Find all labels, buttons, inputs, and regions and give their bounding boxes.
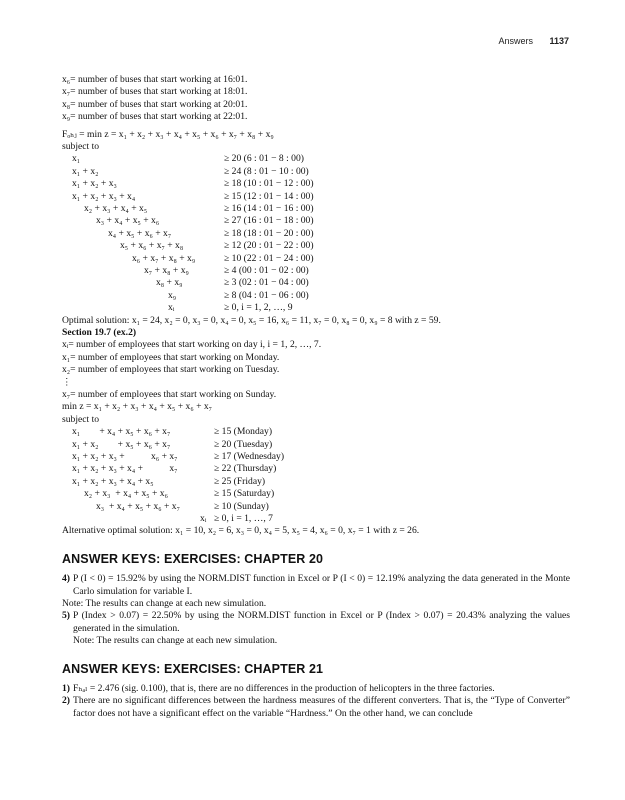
definition-line: xᵢ= number of employees that start working on day i, i = 1, 2, …, 7. <box>62 339 322 351</box>
chapter-21-heading: ANSWER KEYS: EXERCISES: CHAPTER 21 <box>62 661 324 676</box>
constraint-lhs: xᵢ <box>200 512 207 524</box>
constraint-lhs: x₁ + x₂ + x₃ <box>72 178 117 190</box>
constraint-rhs: ≥ 18 (10 : 01 − 12 : 00) <box>224 178 314 190</box>
constraint-row <box>62 426 570 438</box>
constraint-rhs: ≥ 8 (04 : 01 − 06 : 00) <box>224 289 309 301</box>
constraint-lhs: x₅ + x₆ + x₇ + x₈ <box>120 240 184 252</box>
constraint-rhs: ≥ 10 (Sunday) <box>214 500 269 512</box>
constraint-lhs: x₇ + x₈ + x₉ <box>144 264 189 276</box>
bus-variable-definitions <box>62 74 570 124</box>
constraint-block-2 <box>62 426 570 525</box>
constraint-row <box>62 513 570 525</box>
note-line: Note: The results can change at each new simulation. <box>62 597 267 609</box>
header-section: Answers <box>498 36 533 46</box>
constraint-row <box>62 488 570 500</box>
constraint-rhs: ≥ 24 (8 : 01 − 10 : 00) <box>224 165 309 177</box>
section-title <box>62 327 570 339</box>
constraint-lhs: x₃ + x₄ + x₅ + x₆ + x₇ <box>96 500 180 512</box>
constraint-row <box>62 166 570 178</box>
constraint-lhs: x₁ + x₄ + x₅ + x₆ + x₇ <box>72 426 171 438</box>
constraint-lhs: x₈ + x₉ <box>156 277 183 289</box>
constraint-row <box>62 290 570 302</box>
constraint-rhs: ≥ 16 (14 : 01 − 16 : 00) <box>224 203 314 214</box>
constraint-row <box>62 178 570 190</box>
constraint-lhs: x₂ + x₃ + x₄ + x₅ <box>84 203 148 214</box>
constraint-lhs: xᵢ <box>168 302 175 314</box>
answer-item <box>62 683 570 695</box>
constraint-rhs: ≥ 3 (02 : 01 − 04 : 00) <box>224 277 309 289</box>
answer-number: 2) <box>62 695 70 707</box>
definition-line: x₉= number of buses that start working at 22:01. <box>62 111 248 123</box>
answer-number: 4) <box>62 573 70 585</box>
definition-line: x₆= number of buses that start working at 16:01. <box>62 74 248 85</box>
running-header <box>498 36 569 46</box>
constraint-rhs: ≥ 0, i = 1, 2, …, 9 <box>224 302 293 314</box>
section-title-text: Section 19.7 (ex.2) <box>62 326 137 338</box>
answer-text: Fₕₐₗ = 2.476 (sig. 0.100), that is, there are no differences in the production of helicopters in the three factories. <box>73 682 495 694</box>
constraint-lhs: x₄ + x₅ + x₆ + x₇ <box>108 227 172 239</box>
constraint-lhs: x₆ + x₇ + x₈ + x₉ <box>132 252 196 264</box>
constraint-row <box>62 302 570 314</box>
answer-text: P (I < 0) = 15.92% by using the NORM.DIST function in Excel or P (I < 0) = 12.19% analyzing the data generated in the Monte Carlo simulation for variable I. <box>73 573 570 597</box>
constraint-lhs: x₁ <box>72 153 81 165</box>
note-line: Note: The results can change at each new simulation. <box>73 635 278 647</box>
constraint-rhs: ≥ 12 (20 : 01 − 22 : 00) <box>224 240 314 252</box>
constraint-rhs: ≥ 4 (00 : 01 − 02 : 00) <box>224 264 309 276</box>
constraint-lhs: x₂ + x₃ + x₄ + x₅ + x₆ <box>84 488 168 500</box>
constraint-row <box>62 451 570 463</box>
constraint-rhs: ≥ 27 (16 : 01 − 18 : 00) <box>224 215 314 227</box>
constraint-lhs: x₁ + x₂ + x₃ + x₄ + x₇ <box>72 463 178 475</box>
constraint-row <box>62 253 570 265</box>
employee-variable-definitions <box>62 339 570 401</box>
constraint-rhs: ≥ 10 (22 : 01 − 24 : 00) <box>224 252 314 264</box>
constraint-row <box>62 439 570 451</box>
constraint-block-1 <box>62 153 570 314</box>
constraint-rhs: ≥ 0, i = 1, …, 7 <box>214 512 273 524</box>
constraint-row <box>62 153 570 165</box>
optimal-solution-1: Optimal solution: x₁ = 24, x₂ = 0, x₃ = 0, x₄ = 0, x₅ = 16, x₆ = 11, x₇ = 0, x₈ = 0, x₉ = 8 with z = 59. <box>62 314 441 326</box>
constraint-rhs: ≥ 20 (Tuesday) <box>214 438 273 450</box>
optimal-solution-2: Alternative optimal solution: x₁ = 10, x₂ = 6, x₃ = 0, x₄ = 5, x₅ = 4, x₆ = 0, x₇ = 1 with z = 26. <box>62 525 420 537</box>
constraint-lhs: x₁ + x₂ + x₅ + x₆ + x₇ <box>72 438 171 450</box>
objective-function-1: Fₒₕⱼ = min z = x₁ + x₂ + x₃ + x₄ + x₅ + x₆ + x₇ + x₈ + x₉ <box>62 128 274 140</box>
constraint-row <box>62 191 570 203</box>
constraint-rhs: ≥ 20 (6 : 01 − 8 : 00) <box>224 153 304 165</box>
definition-line: x₈= number of buses that start working at 20:01. <box>62 98 248 110</box>
constraint-row <box>62 463 570 475</box>
constraint-rhs: ≥ 25 (Friday) <box>214 475 266 487</box>
constraint-lhs: x₁ + x₂ + x₃ + x₆ + x₇ <box>72 450 178 462</box>
constraint-row <box>62 240 570 252</box>
definition-line: x₇= number of employees that start working on Sunday. <box>62 388 277 400</box>
constraint-row <box>62 501 570 513</box>
constraint-lhs: x₉ <box>168 289 177 301</box>
constraint-row <box>62 476 570 488</box>
constraint-rhs: ≥ 17 (Wednesday) <box>214 450 285 462</box>
answer-item <box>62 573 570 598</box>
constraint-lhs: x₃ + x₄ + x₅ + x₆ <box>96 215 160 227</box>
subject-to-label: subject to <box>62 141 100 153</box>
answer-number: 5) <box>62 610 70 622</box>
constraint-rhs: ≥ 22 (Thursday) <box>214 463 277 475</box>
answer-item <box>62 610 570 635</box>
constraint-lhs: x₁ + x₂ + x₃ + x₄ + x₅ <box>72 475 154 487</box>
constraint-rhs: ≥ 15 (Saturday) <box>214 488 275 500</box>
answer-text: P (Index > 0.07) = 22.50% by using the NORM.DIST function in Excel or P (Index > 0.07) = 20.43% analyzing the values generated in the simulation. <box>73 610 570 634</box>
page-number: 1137 <box>549 36 569 46</box>
constraint-rhs: ≥ 15 (12 : 01 − 14 : 00) <box>224 190 314 202</box>
definition-line: x₁= number of employees that start working on Monday. <box>62 351 280 363</box>
constraint-row <box>62 203 570 215</box>
constraint-lhs: x₁ + x₂ + x₃ + x₄ <box>72 190 136 202</box>
constraint-row <box>62 265 570 277</box>
page-body <box>62 74 570 720</box>
constraint-rhs: ≥ 15 (Monday) <box>214 426 273 438</box>
answer-item <box>62 695 570 720</box>
answer-text: There are no significant differences between the hardness measures of the different converters. That is, the “Type of Converter” factor does not have a significant effect on the variable “Hardness.” On the other hand, we can conclude <box>73 695 570 719</box>
constraint-rhs: ≥ 18 (18 : 01 − 20 : 00) <box>224 227 314 239</box>
constraint-row <box>62 277 570 289</box>
constraint-row <box>62 215 570 227</box>
subject-to-label: subject to <box>62 413 100 425</box>
definition-line: x₂= number of employees that start working on Tuesday. <box>62 364 280 376</box>
constraint-lhs: x₁ + x₂ <box>72 165 99 177</box>
definition-line: x₇= number of buses that start working at 18:01. <box>62 86 248 98</box>
answer-number: 1) <box>62 682 70 694</box>
chapter-20-heading: ANSWER KEYS: EXERCISES: CHAPTER 20 <box>62 551 324 566</box>
vertical-ellipsis: ⋮ <box>62 376 72 388</box>
objective-function-2: min z = x₁ + x₂ + x₃ + x₄ + x₅ + x₆ + x₇ <box>62 401 213 413</box>
constraint-row <box>62 228 570 240</box>
